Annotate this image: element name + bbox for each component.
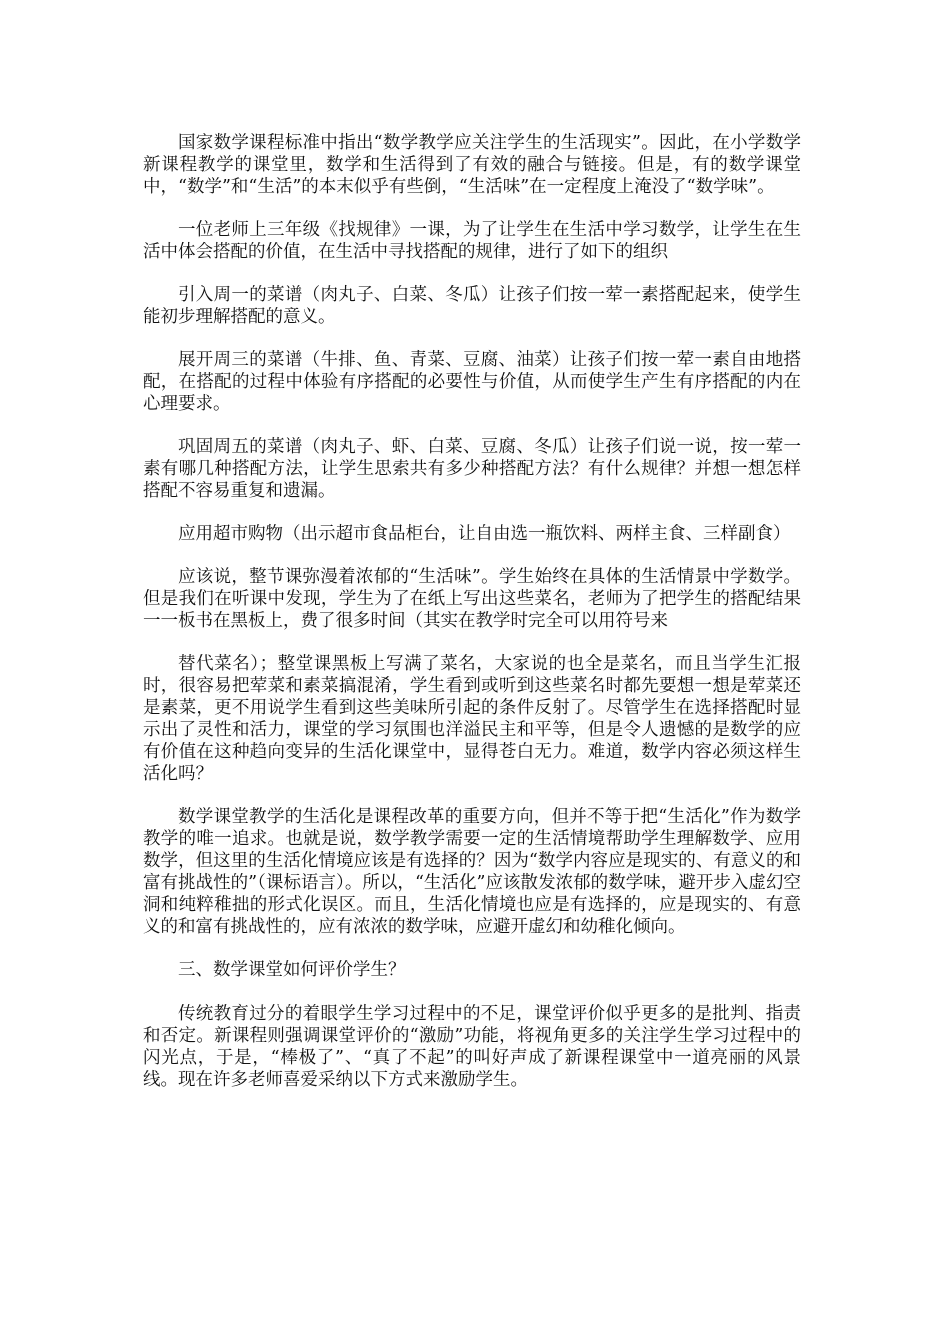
paragraph-direction: 数学课堂教学的生活化是课程改革的重要方向，但并不等于把“生活化”作为数学教学的唯一追求。也就是说，数学教学需要一定的生活情境帮助学生理解数学、应用数学，但这里的生活化情境应该是有选择的？因为“数学内容应是现实的、有意义的和富有挑战性的”（课标语言）。所以，“生活化”应该散发浓郁的数学味，避开步入虚幻空洞和纯粹稚拙的形式化误区。而且，生活化情境也应是有选择的，应是现实的、有意义的和富有挑战性的，应有浓浓的数学味，应避开虚幻和幼稚化倾向。 bbox=[143, 807, 801, 937]
paragraph-friday-menu: 巩固周五的菜谱（肉丸子、虾、白菜、豆腐、冬瓜）让孩子们说一说，按一荤一素有哪几种搭配方法，让学生思索共有多少种搭配方法？有什么规律？并想一想怎样搭配不容易重复和遗漏。 bbox=[143, 437, 801, 501]
paragraph-reflection: 替代菜名）；整堂课黑板上写满了菜名，大家说的也全是菜名，而且当学生汇报时，很容易把荤菜和素菜搞混淆，学生看到或听到这些菜名时都先要想一想是荤菜还是素菜，更不用说学生看到这些美味所引起的条件反射了。尽管学生在选择搭配时显示出了灵性和活力，课堂的学习氛围也洋溢民主和平等，但是令人遗憾的是数学的应有价值在这种趋向变异的生活化课堂中，显得苍白无力。难道，数学内容必须这样生活化吗？ bbox=[143, 654, 801, 784]
paragraph-observation: 应该说，整节课弥漫着浓郁的“生活味”。学生始终在具体的生活情景中学数学。但是我们在听课中发现，学生为了在纸上写出这些菜名，老师为了把学生的搭配结果一一板书在黑板上，费了很多时间（其实在教学时完全可以用符号来 bbox=[143, 567, 801, 631]
paragraph-supermarket: 应用超市购物（出示超市食品柜台，让自由选一瓶饮料、两样主食、三样副食） bbox=[178, 524, 791, 544]
paragraph-evaluation: 传统教育过分的着眼学生学习过程中的不足，课堂评价似乎更多的是批判、指责和否定。新课程则强调课堂评价的“激励”功能，将视角更多的关注学生学习过程中的闪光点，于是，“棒极了”、“真了不起”的叫好声成了新课程课堂中一道亮丽的风景线。现在许多老师喜爱采纳以下方式来激励学生。 bbox=[143, 1004, 801, 1090]
paragraph-wednesday-menu: 展开周三的菜谱（牛排、鱼、青菜、豆腐、油菜）让孩子们按一荤一素自由地搭配，在搭配的过程中体验有序搭配的必要性与价值，从而使学生产生有序搭配的内在心理要求。 bbox=[143, 350, 801, 414]
paragraph-monday-menu: 引入周一的菜谱（肉丸子、白菜、冬瓜）让孩子们按一荤一素搭配起来，使学生能初步理解搭配的意义。 bbox=[143, 285, 801, 327]
document-page bbox=[143, 132, 801, 1112]
section-heading-evaluation: 三、数学课堂如何评价学生？ bbox=[178, 960, 406, 980]
paragraph-intro: 国家数学课程标准中指出“数学教学应关注学生的生活现实”。因此，在小学数学新课程教学的课堂里，数学和生活得到了有效的融合与链接。但是，有的数学课堂中，“数学”和“生活”的本末似乎有些倒，“生活味”在一定程度上淹没了“数学味”。 bbox=[143, 133, 801, 197]
paragraph-lesson-example: 一位老师上三年级《找规律》一课，为了让学生在生活中学习数学，让学生在生活中体会搭配的价值，在生活中寻找搭配的规律，进行了如下的组织 bbox=[143, 220, 801, 262]
